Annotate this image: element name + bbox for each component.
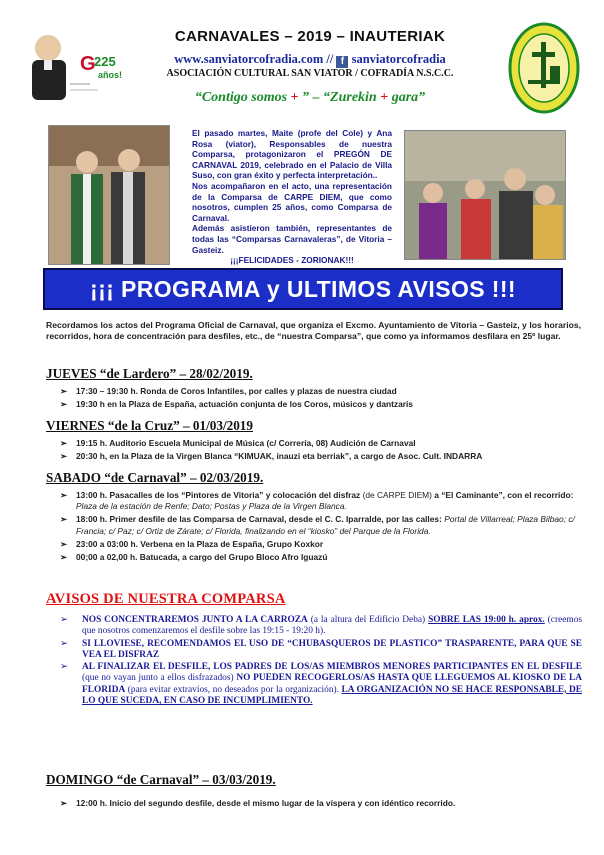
website-link[interactable]: www.sanviatorcofradia.com [174,52,324,66]
avisos-list [60,615,582,708]
aviso-note: (que no vayan junto a ellos disfrazados) [82,673,234,684]
aviso-text: NO PUEDEN RECOGERLOS/AS HASTA QUE LLEGUEMOS AL KIOSKO DE LA FLORIDA [82,673,582,695]
arrow-bullet-icon: ➢ [60,438,68,448]
contact-line [140,52,480,68]
list-item [60,451,580,462]
photo-pregon-responsables [48,125,170,265]
aviso-note: (creemos que nosotros comenzaremos el desfile sobre las 19:15 - 19:20 h). [82,615,583,637]
separator: // [326,52,334,66]
day-heading-jueves: JUEVES “de Lardero” – 28/02/2019. [46,366,253,381]
list-item [60,386,580,397]
page-title: CARNAVALES – 2019 – INAUTERIAK [174,28,446,45]
list-item [60,490,580,512]
aviso-item [60,639,582,662]
association-name: ASOCIACIÓN CULTURAL SAN VIATOR / COFRADÍA N.S.C.C. [166,68,454,79]
aviso-note: (para evitar extravíos, no deseados por la organización). [127,684,339,695]
program-banner [43,268,563,310]
route-text: Plaza de la estación de Renfe; Dato; Postas y Plaza de la Virgen Blanca. [76,501,347,512]
list-domingo [60,798,580,811]
arrow-bullet-icon: ➢ [60,451,68,462]
motto-part: gara” [391,90,426,105]
arrow-bullet-icon: ➢ [60,386,68,396]
motto [140,90,480,106]
item-text: 12:00 h. Inicio del segundo desfile, desde el mismo lugar de la víspera y con idéntico recorrido. [76,798,456,808]
list-jueves [60,386,580,412]
list-viernes [60,438,580,464]
item-text: 20:30 h, en la Plaza de la Virgen Blanca “KIMUAK, inauzi eta berriak”, a cargo de Asoc. Cult. INDARRA [76,451,483,462]
item-note: (de CARPE DIEM) [362,490,432,500]
avisos-heading: AVISOS DE NUESTRA COMPARSA [46,591,286,607]
svg-text:G: G [80,53,96,75]
aviso-time: SOBRE LAS 19:00 h. aprox. [428,615,545,625]
facebook-icon: f [336,56,348,68]
route-text: Portal de Villarreal; Plaza Bilbao; c/ Francia; c/ Paz; c/ Ortiz de Zárate; c/ Florida, finalizando en el “kiosko” del Parque de la Florida. [76,514,575,536]
list-item [60,552,580,563]
arrow-bullet-icon: ➢ [60,552,68,563]
list-item [60,798,580,809]
aviso-warning: LA ORGANIZACIÓN NO SE HACE RESPONSABLE, DE LO QUE SUCEDA, EN CASO DE INCUMPLIMIENTO. [82,684,583,707]
item-text: 19:30 h en la Plaza de España, actuación conjunta de los Coros, músicos y dantzaris [76,399,413,410]
list-sabado [60,490,580,565]
arrow-bullet-icon: ➢ [60,514,68,525]
day-heading-sabado: SABADO “de Carnaval” – 02/03/2019. [46,470,264,485]
item-text: a “El Caminante”, con el recorrido: [434,490,574,500]
intro-paragraph: Además asistieron también, representantes de todas las “Comparsas Carnavaleras”, de Vitoria – Gasteiz. [192,223,392,255]
cofradia-seal-logo [508,22,580,114]
motto-part: “Contigo somos [194,90,288,105]
aviso-text: SI LLOVIESE, RECOMENDAMOS EL USO DE “CHUBASQUEROS DE PLASTICO” TRASPARENTE, PARA QUE SE VEA EL DISFRAZ [82,638,582,660]
logo-number: 225 [94,54,116,69]
photo-comparsa-carpe-diem [404,130,566,260]
item-text: 18:00 h. Primer desfile de las Comparsa de Carnaval, desde el C. C. Iparralde, por las calles: [76,514,442,525]
list-item [60,438,580,449]
item-text: 00;00 a 02,00 h. Batucada, a cargo del Grupo Bloco Afro Iguazú [76,552,328,563]
aviso-text: NOS CONCENTRAREMOS JUNTO A LA CARROZA [82,615,308,625]
arrow-bullet-icon: ➢ [60,615,68,625]
motto-part: ” – “Zurekin [302,90,377,105]
item-text: 19:15 h. Auditorio Escuela Municipal de Música (c/ Correría, 08) Audición de Carnaval [76,438,416,448]
intro-paragraph: Nos acompañaron en el acto, una representación de la Comparsa de CARPE DIEM, que como nosotros, cumplen 25 años, como Comparsa de Carnaval. [192,180,392,223]
list-item [60,539,580,550]
intro-text [192,128,392,266]
arrow-bullet-icon: ➢ [60,490,68,500]
plus-icon: + [380,90,389,105]
intro-congrats: ¡¡¡FELICIDADES - ZORIONAK!!! [230,255,354,266]
facebook-link[interactable]: sanviatorcofradia [351,52,446,66]
plus-icon: + [290,90,299,105]
arrow-bullet-icon: ➢ [60,399,68,410]
item-text: 17:30 – 19:30 h. Ronda de Coros Infantiles, por calles y plazas de nuestra ciudad [76,386,397,396]
item-text: 23:00 a 03:00 h. Verbena en la Plaza de España, Grupo Koxkor [76,538,324,549]
logo-word: años! [98,70,123,80]
banner-title: ¡¡¡ PROGRAMA y ULTIMOS AVISOS !!! [90,276,516,302]
intro-paragraph: El pasado martes, Maite (profe del Cole) y Ana Rosa (viator), Responsables de nuestra Comparsa, protagonizaron el PREGÓN DE CARNAVAL 2019, celebrado en el Palacio de Villa Suso, con gran éxito y perfecta interpretación.. [192,128,392,181]
list-item [60,514,580,536]
day-heading-viernes: VIERNES “de la Cruz” – 01/03/2019 [46,418,253,433]
arrow-bullet-icon: ➢ [60,538,68,549]
aviso-text: AL FINALIZAR EL DESFILE, LOS PADRES DE LOS/AS MIEMBROS MENORES PARTICIPANTES EN EL DESFILE [82,662,582,673]
logo-225-anos [28,18,140,100]
aviso-item [60,615,582,638]
aviso-note: (a la altura del Edificio Deba) [310,615,426,625]
item-text: 13:00 h. Pasacalles de los “Pintores de Vitoria” y colocación del disfraz [76,490,361,500]
aviso-item [60,662,582,707]
arrow-bullet-icon: ➢ [60,638,68,649]
day-heading-domingo: DOMINGO “de Carnaval” – 03/03/2019. [46,772,276,787]
arrow-bullet-icon: ➢ [60,662,68,673]
program-intro: Recordamos los actos del Programa Oficial de Carnaval, que organiza el Excmo. Ayuntamiento de Vitoria – Gasteiz, y los horarios, recorridos, hora de concentración para desfiles, etc., de “nuestra Comparsa”, que como ya informamos desfilara en 25º lugar. [46,320,581,342]
arrow-bullet-icon: ➢ [60,798,68,808]
list-item [60,399,580,410]
